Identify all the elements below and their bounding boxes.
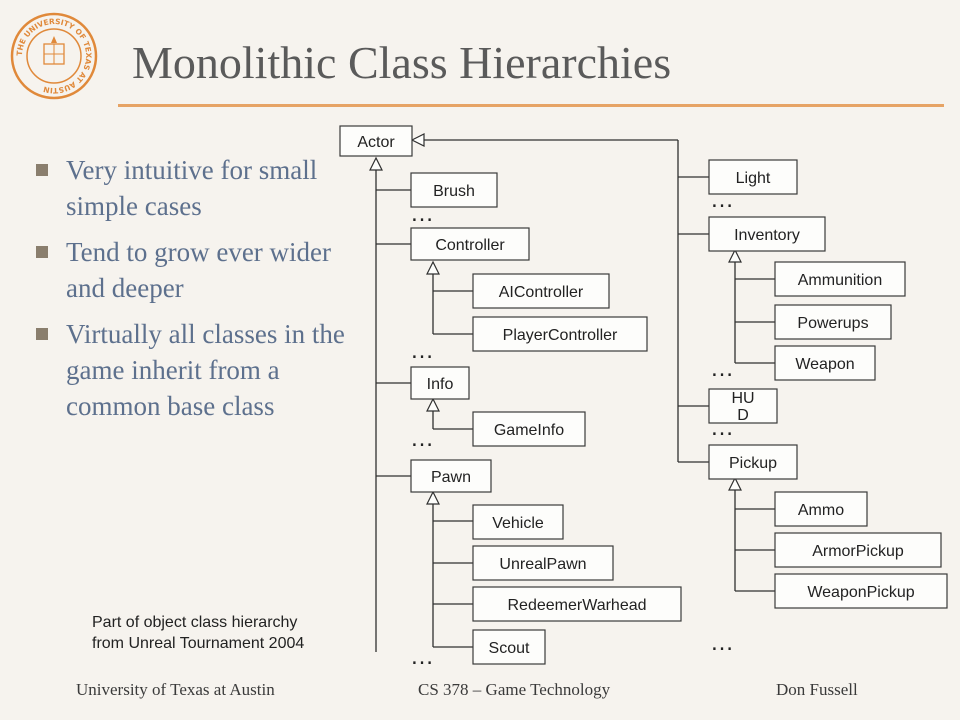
svg-text:Vehicle: Vehicle [492,515,544,532]
node-redeemerwarhead [473,587,681,621]
node-weaponpickup [775,574,947,608]
node-gameinfo [473,412,585,446]
node-unrealpawn [473,546,613,580]
arrow-to-controller [427,262,439,274]
ellipsis-after-hud: … [710,414,736,441]
svg-text:Powerups: Powerups [797,315,869,332]
caption-line: from Unreal Tournament 2004 [92,635,305,652]
node-ammo [775,492,867,526]
node-powerups [775,305,891,339]
node-vehicle [473,505,563,539]
ellipsis-after-pickup: … [710,629,736,656]
svg-text:Weapon: Weapon [795,356,855,373]
arrow-to-inventory [729,250,741,262]
svg-text:Actor: Actor [357,134,395,151]
node-weapon [775,346,875,380]
svg-text:Light: Light [735,170,771,187]
node-armorpickup [775,533,941,567]
svg-text:Pickup: Pickup [728,455,778,472]
svg-text:Inventory: Inventory [734,227,800,244]
svg-text:Ammunition: Ammunition [797,272,883,289]
ellipsis-after-pawn: … [410,643,436,670]
node-controller [411,228,529,260]
arrow-to-pawn [427,492,439,504]
slide-title: Monolithic Class Hierarchies [132,37,672,88]
svg-text:UnrealPawn: UnrealPawn [499,556,587,573]
bullet-text: Very intuitive for small simple cases [66,155,318,221]
svg-text:AIController: AIController [498,284,584,301]
footer-course: CS 378 – Game Technology [418,680,611,699]
svg-text:RedeemerWarhead: RedeemerWarhead [507,597,647,614]
svg-text:Scout: Scout [488,640,530,657]
arrow-to-actor-right [412,134,424,146]
arrow-to-info [427,399,439,411]
bullet-text: Virtually all classes in the game inherit from a common base class [66,319,345,421]
ellipsis-after-info: … [410,425,436,452]
arrow-to-pickup [729,478,741,490]
node-actor [340,126,412,156]
svg-text:Controller: Controller [435,237,505,254]
node-playercontroller [473,317,647,351]
node-ammunition [775,262,905,296]
svg-text:Brush: Brush [433,183,475,200]
node-inventory [709,217,825,251]
diagram-caption [92,612,382,654]
ellipsis-after-controller: … [410,337,436,364]
node-aicontroller [473,274,609,308]
svg-text:D: D [737,407,749,424]
svg-text:WeaponPickup: WeaponPickup [807,584,915,601]
svg-text:THE UNIVERSITY OF TEXAS AT AUS: THE UNIVERSITY OF TEXAS AT AUSTIN [14,16,94,96]
svg-text:GameInfo: GameInfo [493,422,565,439]
svg-text:Ammo: Ammo [797,502,845,519]
bullet-text: Tend to grow ever wider and deeper [66,237,332,303]
node-info [411,367,469,399]
ellipsis-after-light: … [710,186,736,213]
arrow-to-actor-left [370,158,382,170]
footer-university: University of Texas at Austin [76,680,275,699]
ellipsis-after-brush: … [410,200,436,227]
svg-text:HU: HU [731,390,755,407]
svg-text:PlayerController: PlayerController [502,327,618,344]
svg-text:ArmorPickup: ArmorPickup [812,543,904,560]
node-pickup [709,445,797,479]
node-pawn [411,460,491,492]
ellipsis-after-inventory: … [710,355,736,382]
svg-text:Info: Info [426,376,454,393]
svg-text:Pawn: Pawn [430,469,472,486]
footer-author: Don Fussell [776,680,858,699]
caption-line: Part of object class hierarchy [92,614,298,631]
node-scout [473,630,545,664]
